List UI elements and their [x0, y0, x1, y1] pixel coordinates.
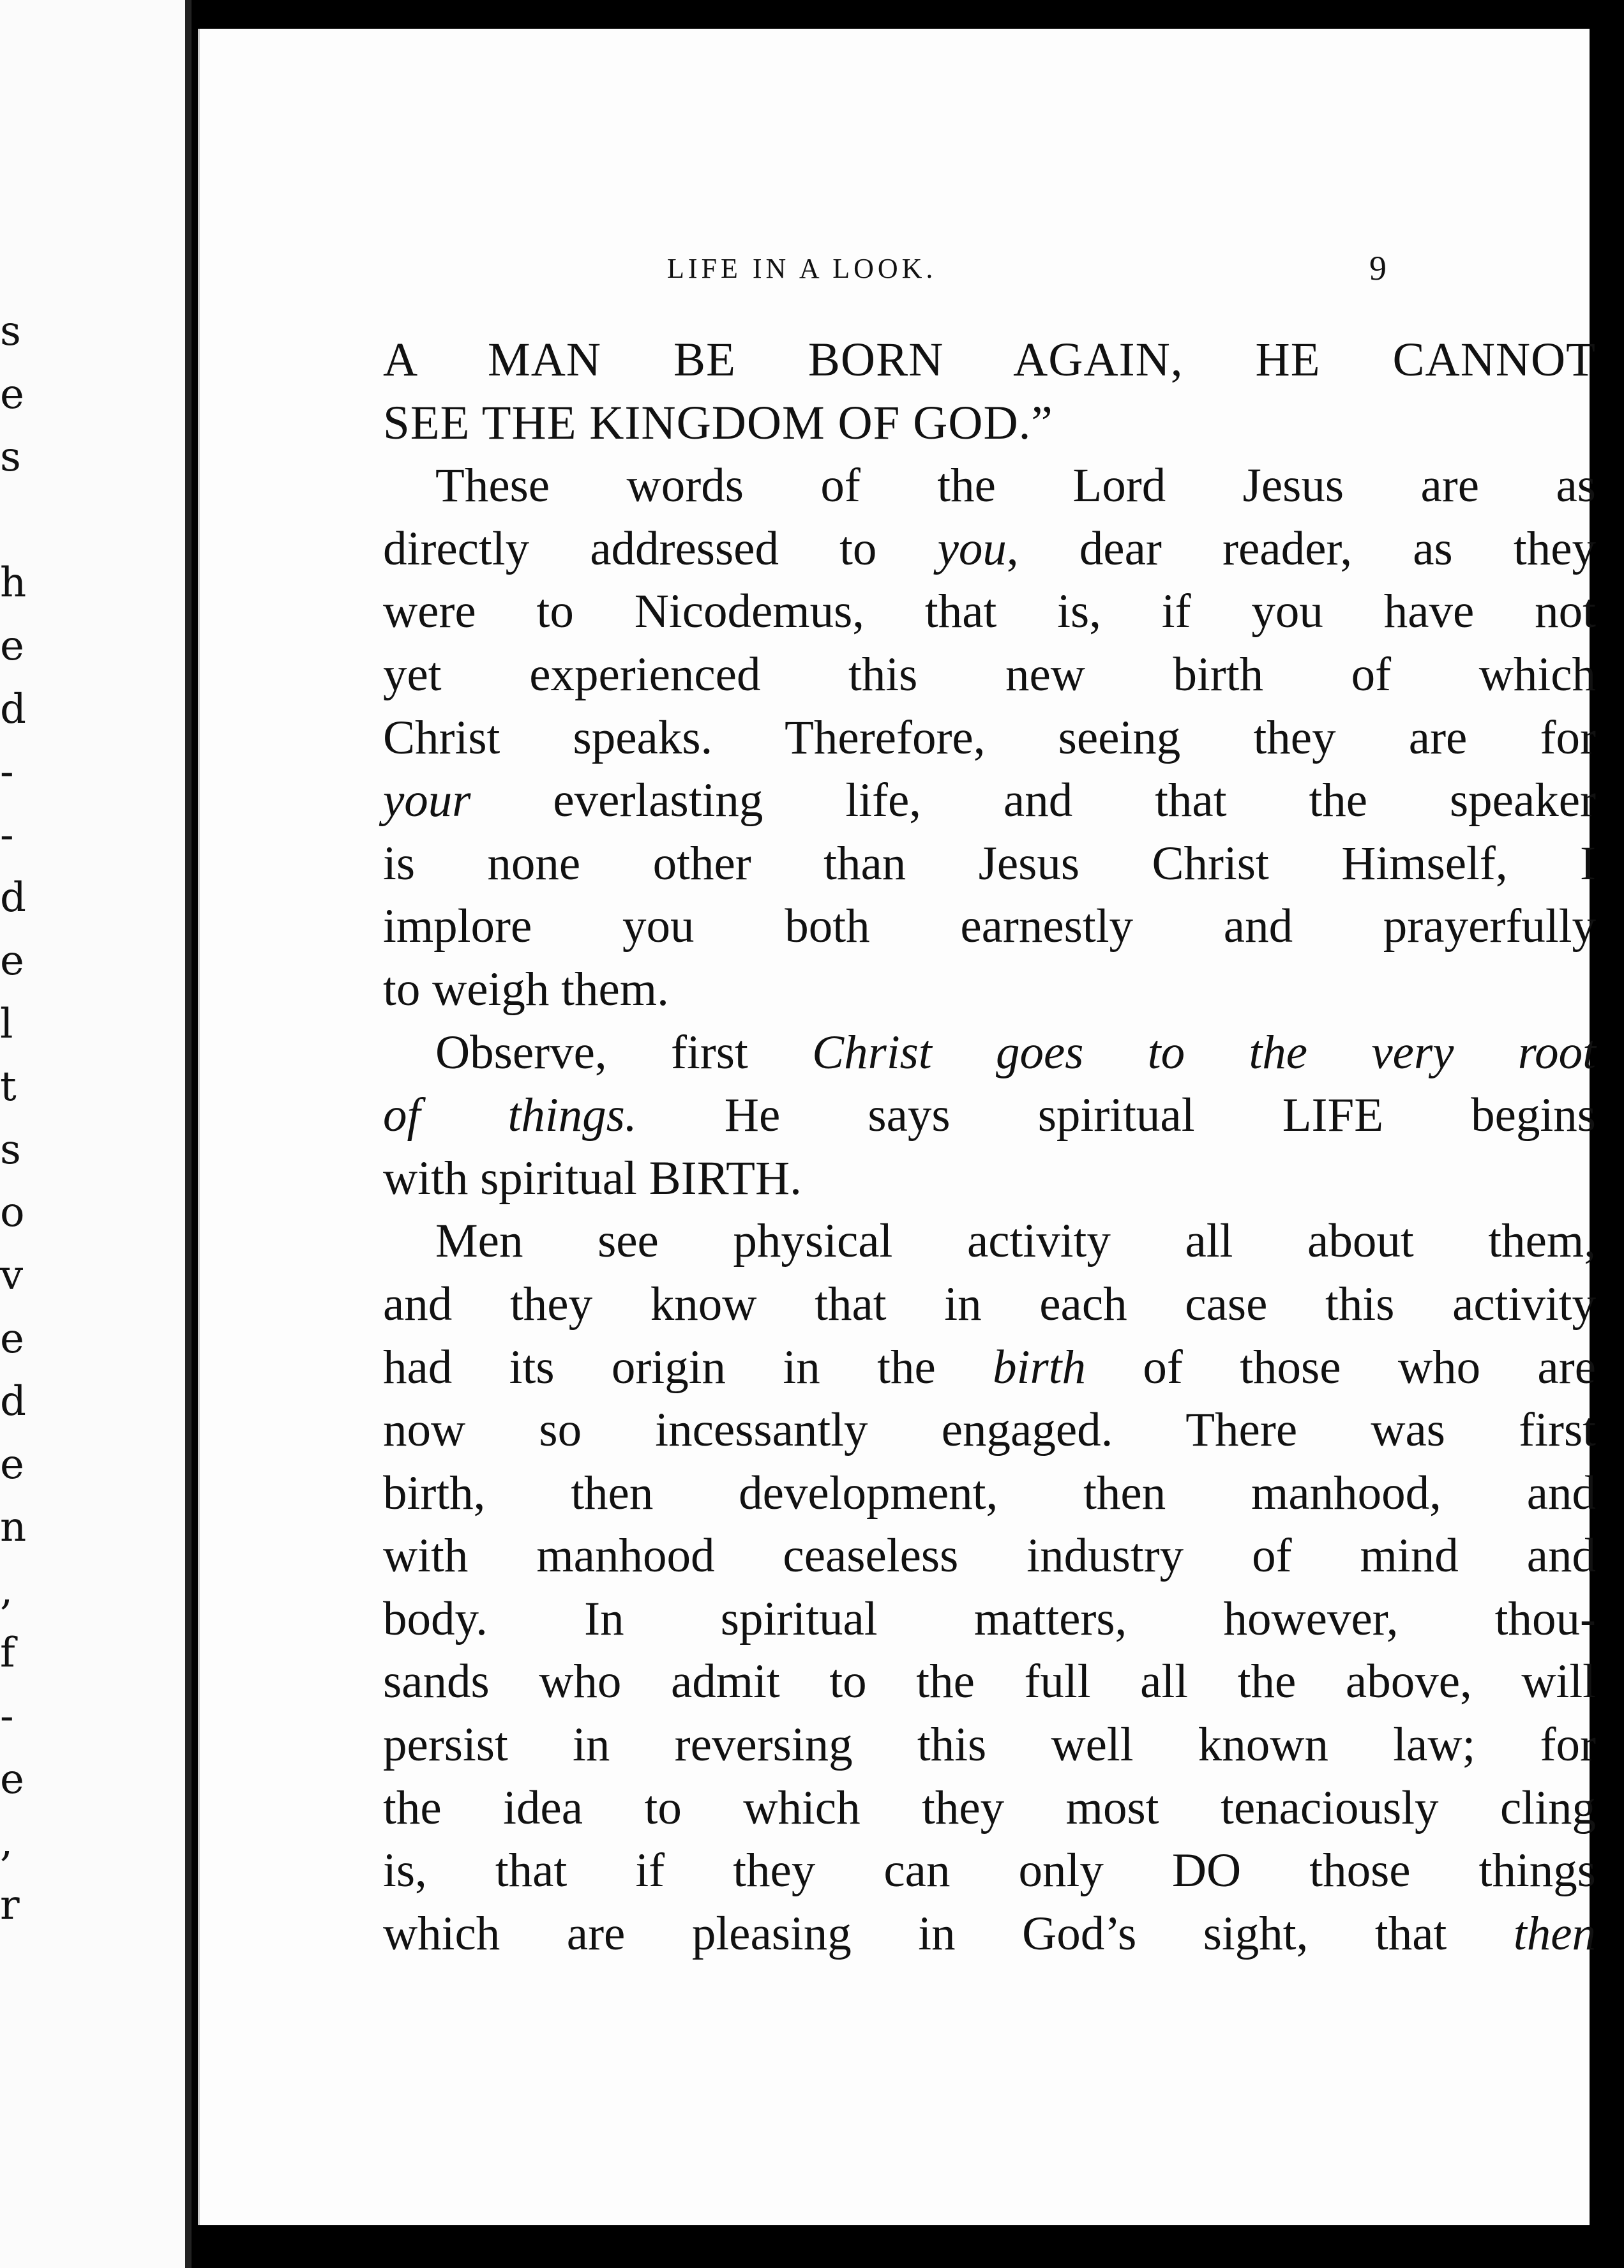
- text-line: A MAN BE BORN AGAIN, HE CANNOT: [383, 333, 1596, 386]
- book-page: [198, 29, 1597, 2225]
- emphasis: then: [1513, 1907, 1596, 1960]
- text-line: yet experienced this new birth of which: [383, 647, 1596, 701]
- text-line: birth, then development, then manhood, and: [383, 1466, 1596, 1520]
- facing-page-letters: [0, 300, 26, 1937]
- text-line: [383, 1022, 1596, 1085]
- emphasis: Christ goes to the very root: [812, 1025, 1597, 1079]
- text-line: implore you both earnestly and prayerfully: [383, 900, 1596, 953]
- text-run: He says spiritual LIFE begins: [636, 1089, 1596, 1142]
- edge-letter: -: [0, 1693, 14, 1741]
- edge-letter: e: [0, 1440, 24, 1488]
- text-line: [383, 1084, 1596, 1147]
- edge-letter: d: [0, 685, 26, 733]
- edge-letter: d: [0, 874, 26, 922]
- text-line: to weigh them.: [383, 962, 669, 1016]
- edge-letter: ,: [0, 1818, 13, 1866]
- edge-letter: s: [0, 308, 21, 355]
- text-line: sands who admit to the full all the above, will: [383, 1655, 1596, 1709]
- edge-letter: o: [0, 1189, 25, 1237]
- text-run: directly addressed to: [383, 522, 938, 575]
- text-run: everlasting life, and that the speaker: [470, 774, 1596, 828]
- edge-letter: s: [0, 1126, 21, 1174]
- text-line: with manhood ceaseless industry of mind and: [383, 1529, 1596, 1583]
- edge-letter: ,: [0, 1566, 13, 1614]
- running-head-title: LIFE IN A LOOK.: [667, 253, 937, 284]
- emphasis: you: [937, 522, 1007, 575]
- edge-letter: e: [0, 937, 24, 985]
- text-line: [383, 518, 1596, 581]
- text-line: Men see physical activity all about them,: [435, 1214, 1596, 1268]
- emphasis: birth: [993, 1340, 1086, 1394]
- edge-letter: -: [0, 811, 14, 859]
- edge-letter: e: [0, 1315, 24, 1363]
- edge-letter: e: [0, 622, 24, 670]
- body-text: [383, 329, 1596, 1965]
- facing-page-edge: [0, 0, 192, 2268]
- edge-letter: r: [0, 1881, 20, 1929]
- text-line: and they know that in each case this activity: [383, 1277, 1596, 1331]
- edge-letter: t: [0, 1063, 17, 1111]
- edge-letter: -: [0, 748, 14, 796]
- text-line: [383, 1336, 1596, 1400]
- text-run: which are pleasing in God’s sight, that: [383, 1907, 1514, 1960]
- edge-letter: f: [0, 1629, 15, 1677]
- running-head: [198, 249, 1590, 303]
- edge-letter: h: [0, 559, 27, 607]
- text-line: Christ speaks. Therefore, seeing they are for: [383, 711, 1596, 764]
- edge-letter: e: [0, 370, 24, 418]
- text-run: Observe, first: [435, 1025, 813, 1079]
- text-line: [383, 769, 1596, 833]
- text-line: SEE THE KINGDOM OF GOD.”: [383, 396, 1053, 450]
- text-line: body. In spiritual matters, however, thou-: [383, 1592, 1596, 1645]
- text-line: These words of the Lord Jesus are as: [435, 459, 1596, 513]
- edge-letter: d: [0, 1378, 26, 1426]
- text-line: is, that if they can only DO those things: [383, 1844, 1596, 1898]
- edge-letter: l: [0, 1000, 13, 1048]
- edge-letter: s: [0, 434, 21, 481]
- text-line: persist in reversing this well known law; for: [383, 1718, 1596, 1772]
- text-line: now so incessantly engaged. There was first: [383, 1403, 1596, 1457]
- page-number: 9: [1369, 249, 1390, 287]
- text-run: , dear reader, as they: [1006, 522, 1596, 575]
- edge-letter: n: [0, 1504, 27, 1552]
- text-line: is none other than Jesus Christ Himself, I: [383, 836, 1596, 890]
- edge-letter: [0, 489, 26, 552]
- emphasis: of things.: [383, 1089, 637, 1142]
- text-line: were to Nicodemus, that is, if you have not: [383, 585, 1596, 639]
- text-line: [383, 1903, 1596, 1966]
- edge-letter: v: [0, 1251, 24, 1299]
- text-line: with spiritual BIRTH.: [383, 1151, 802, 1205]
- emphasis: your: [383, 774, 471, 828]
- text-run: had its origin in the: [383, 1340, 993, 1394]
- text-run: of those who are: [1086, 1340, 1596, 1394]
- edge-letter: e: [0, 1755, 24, 1803]
- text-line: the idea to which they most tenaciously cling: [383, 1781, 1596, 1834]
